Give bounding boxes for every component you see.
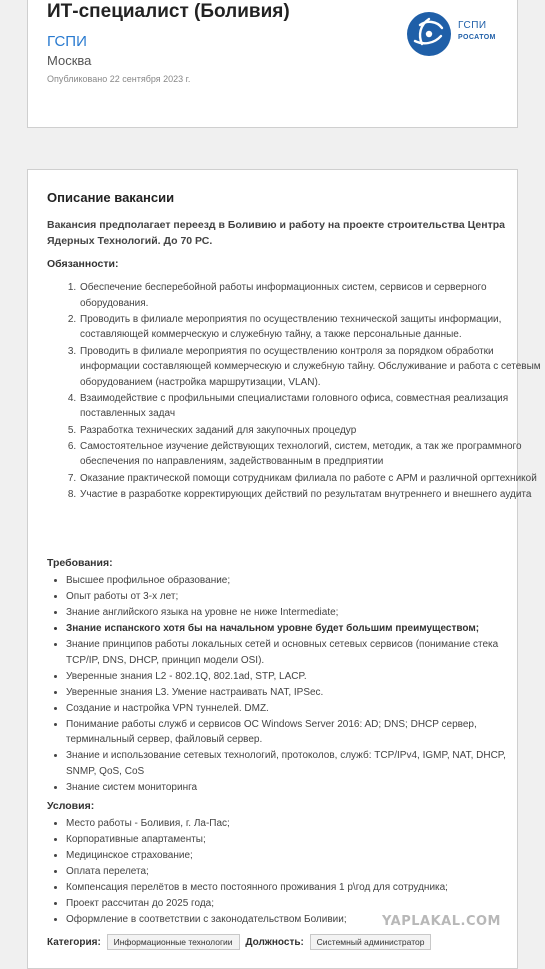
list-item: 1. Обеспечение бесперебойной работы информационных систем, сервисов и серверного оборудования. [79,280,541,311]
company-link[interactable]: ГСПИ [47,33,87,50]
list-item: • Знание систем мониторинга [66,780,528,796]
requirements-list [47,573,528,796]
duties-list [47,280,541,503]
list-item: • Проект рассчитан до 2025 года; [66,896,528,912]
conditions-heading: Условия: [47,800,95,812]
category-label: Категория: [47,937,101,948]
job-title: ИТ-специалист (Боливия) [47,1,290,22]
list-item: • Оплата перелета; [66,864,528,880]
conditions-list [47,816,528,928]
list-item: • Понимание работы служб и сервисов ОС Windows Server 2016: AD; DNS; DHCP сервер, терминальный сервер, файловый сервер. [66,717,528,748]
category-tag[interactable]: Информационные технологии [107,934,240,950]
site-watermark: YAPLAKAL.COM [382,914,501,929]
list-item: • Компенсация перелётов в место постоянного проживания 1 р\год для сотрудника; [66,880,528,896]
company-logo[interactable] [406,11,506,57]
list-item: 7. Оказание практической помощи сотрудникам филиала по работе с АРМ и различной оргтехникой [79,471,541,487]
job-city: Москва [47,53,92,68]
list-item: 8. Участие в разработке корректирующих действий по результатам внутреннего и внешнего аудита [79,487,541,503]
vacancy-header-card [27,0,518,128]
list-item: • Корпоративные апартаменты; [66,832,528,848]
section-title: Описание вакансии [47,190,175,205]
requirements-heading: Требования: [47,557,113,569]
list-item: • Уверенные знания L3. Умение настраивать NAT, IPSec. [66,685,528,701]
list-item: 2. Проводить в филиале мероприятия по осуществлению технической защиты информации, составляющей коммерческую и служебную тайну, а также персональные данные. [79,312,541,343]
logo-name: ГСПИ [458,20,487,31]
list-item: • Медицинское страхование; [66,848,528,864]
vacancy-description-card [27,169,541,969]
list-item: 6. Самостоятельное изучение действующих технологий, систем, методик, а так же программного обеспечения по направлениям, задействованным в предприятии [79,439,541,470]
vacancy-tags [47,934,434,950]
list-item: 3. Проводить в филиале мероприятия по осуществлению контроля за порядком обработки информации составляющей коммерческую и служебную тайну. Обслуживание и работа с сетевым оборудованием (настройка маршрутизации, VLAN). [79,344,541,391]
list-item: • Создание и настройка VPN туннелей. DMZ. [66,701,528,717]
rosatom-atom-icon [406,11,452,57]
list-item: • Высшее профильное образование; [66,573,528,589]
position-label: Должность: [245,937,304,948]
list-item: 4. Взаимодействие с профильными специалистами головного офиса, совместная реализация поставленных задач [79,391,541,422]
list-item: 5. Разработка технических заданий для закупочных процедур [79,423,541,439]
logo-subtitle: РОСАТОМ [458,34,496,41]
list-item: • Знание и использование сетевых технологий, протоколов, служб: TCP/IPv4, IGMP, NAT, DHCP, SNMP, QoS, CoS [66,748,528,779]
vacancy-intro: Вакансия предполагает переезд в Боливию и работу на проекте строительства Центра Ядерных Технологий. До 70 РС. [47,219,505,247]
list-item: • Оформление в соответствии с законодательством Боливии; [66,912,528,928]
list-item: • Знание испанского хотя бы на начальном уровне будет большим преимуществом; [66,621,528,637]
position-tag[interactable]: Системный администратор [310,934,432,950]
duties-heading: Обязанности: [47,258,119,270]
list-item: • Знание английского языка на уровне не ниже Intermediate; [66,605,528,621]
list-item: • Уверенные знания L2 - 802.1Q, 802.1ad, STP, LACP. [66,669,528,685]
list-item: • Знание принципов работы локальных сетей и основных сетевых сервисов (понимание стека TCP/IP, DNS, DHCP, принцип модели OSI). [66,637,528,668]
list-item: • Место работы - Боливия, г. Ла-Пас; [66,816,528,832]
published-date: Опубликовано 22 сентября 2023 г. [47,74,191,84]
list-item: • Опыт работы от 3-х лет; [66,589,528,605]
